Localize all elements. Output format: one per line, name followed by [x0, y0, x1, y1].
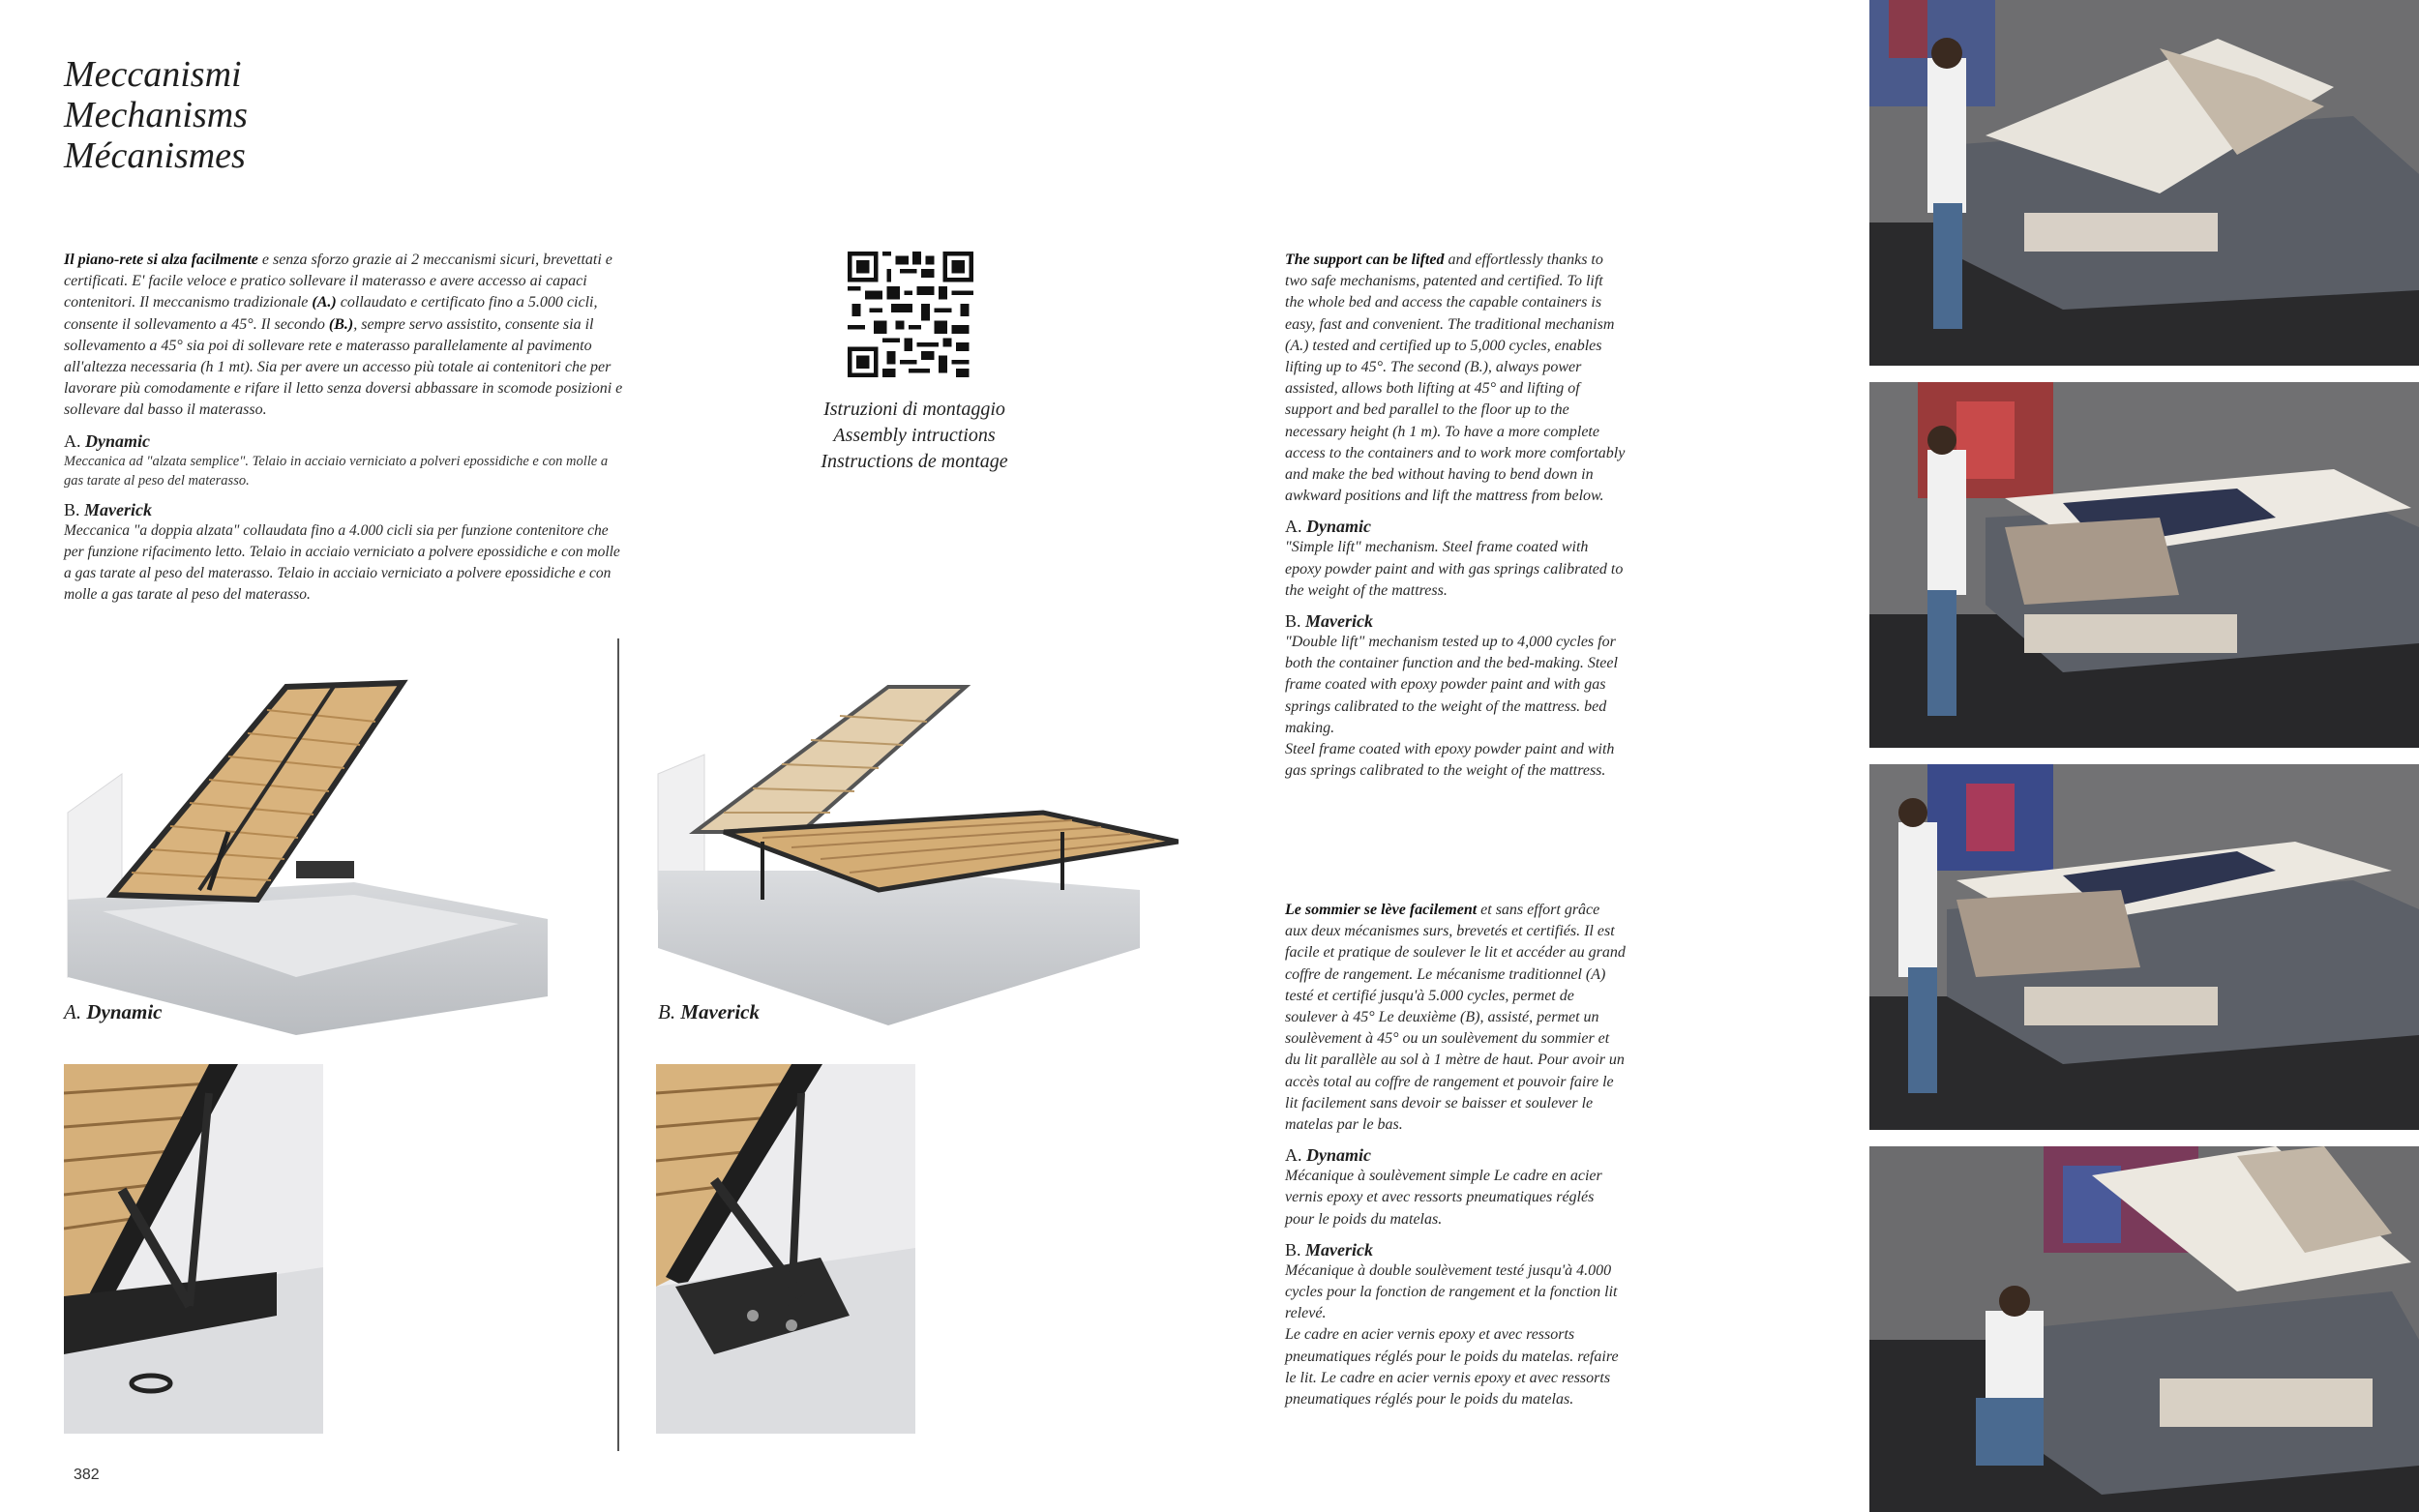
english-text-block [1285, 250, 1626, 782]
qr-label-italian: Istruzioni di montaggio [823, 399, 1005, 420]
french-b-desc2: Le cadre en acier vernis epoxy et avec ressorts pneumatiques réglés pour le poids du matelas. refaire le lit. Le cadre en acier vernis epoxy et avec ressorts pneumatiques réglés pour le poids du matelas. [1285, 1326, 1619, 1408]
italian-intro [64, 250, 627, 422]
qr-label-english: Assembly intructions [833, 425, 996, 446]
french-a-letter: A. [1285, 1145, 1306, 1166]
french-a-name: Dynamic [1306, 1145, 1371, 1166]
french-b-letter: B. [1285, 1239, 1306, 1260]
italian-a-heading [64, 430, 627, 452]
italian-b-desc: Meccanica "a doppia alzata" collaudata fino a 4.000 cicli sia per funzione contenitore che per funzione rifacimento letto. Telaio in acciaio verniciato a polvere epossidiche e con molle a gas tarate al peso del materasso. Telaio in acciaio verniciato a polvere epossidiche e con molle a gas tarate al peso del materasso. [64, 521, 620, 603]
italian-b-name: Maverick [84, 499, 152, 519]
italian-lead-rest: e senza sforzo grazie ai 2 meccanismi sicuri, brevettati e certificati. E' facile veloce e pratico sollevare il materasso e avere accesso ai capaci contenitori. Il meccanismo tradizionale [64, 252, 612, 311]
caption-b-name: Maverick [680, 1000, 760, 1023]
italian-a-desc: Meccanica ad "alzata semplice". Telaio in acciaio verniciato a polveri epossidiche e con molle a gas tarate al peso del materasso. [64, 453, 609, 489]
qr-code-icon[interactable] [848, 252, 973, 377]
italian-a-letter: A. [64, 430, 85, 451]
french-b-name: Maverick [1305, 1239, 1373, 1260]
french-a-heading [1285, 1144, 1626, 1166]
english-lead-rest: and effortlessly thanks to two safe mechanisms, patented and certified. To lift the whole bed and access the capable containers is easy, fast and convenient. The traditional mechanism (A.) tested and certified up to 5,000 cycles, enables lifting up to 45°. The second (B.), always power assisted, allows both lifting at 45° and lifting of support and bed parallel to the floor up to the necessary height (h 1 m). To have a more complete access to the containers and to work more comfortably and make the bed without having to bend down in awkward positions and lift the mattress from below. [1285, 252, 1626, 505]
detail-maverick-image [656, 1064, 915, 1434]
title-italian: Meccanismi [64, 54, 242, 95]
english-b-desc: "Double lift" mechanism tested up to 4,000 cycles for both the container function and the bed-making. Steel frame coated with epoxy powder paint and with gas springs calibrated to the weight of the mattress. bed making. [1285, 634, 1618, 736]
italian-lead-bold: Il piano-rete si alza facilmente [64, 252, 258, 268]
english-a-heading [1285, 516, 1626, 537]
french-b-heading [1285, 1239, 1626, 1260]
french-lead-rest: et sans effort grâce aux deux mécanismes surs, brevetés et certifiés. Il est facile et pratique de soulever le lit et accéder au grand coffre de rangement. Le mécanisme traditionnel (A) testé et certifié jusqu'à 5.000 cycles, permet de soulever à 45° Le deuxième (B), assisté, permet un soulèvement à 45° ou un soulèvement du sommier et du lit parallèle au sol à 1 mètre de haut. Pour avoir un accès total au coffre de rangement et pouvoir faire le lit facilement sans devoir se baisser et soulever le matelas par le bas. [1285, 902, 1626, 1134]
italian-b-letter: B. [64, 499, 85, 519]
french-intro [1285, 900, 1626, 1136]
title-french: Mécanismes [64, 135, 246, 176]
french-b-desc: Mécanique à double soulèvement testé jusqu'à 4.000 cycles pour la fonction de rangement et la fonction lit relevé. [1285, 1261, 1618, 1322]
italian-mid: collaudato e certificato fino a 5.000 cicli, consente il sollevamento a 45°. Il secondo [64, 294, 598, 333]
bed-dynamic-image [64, 658, 567, 1045]
qr-label-french: Instructions de montage [821, 451, 1008, 472]
caption-a-letter: A. [64, 1000, 87, 1023]
caption-dynamic [64, 1000, 162, 1024]
french-text-block [1285, 900, 1626, 1410]
english-a-desc: "Simple lift" mechanism. Steel frame coated with epoxy powder paint and with gas springs calibrated to the weight of the mattress. [1285, 539, 1624, 599]
page-number: 382 [74, 1467, 100, 1483]
english-a-letter: A. [1285, 517, 1306, 537]
photo-bed-lift-2 [1869, 382, 2419, 748]
english-b-name: Maverick [1305, 611, 1373, 632]
caption-maverick [658, 1000, 760, 1024]
caption-b-letter: B. [658, 1000, 681, 1023]
photo-bed-lift-1 [1869, 0, 2419, 366]
english-b-heading [1285, 610, 1626, 632]
english-a-name: Dynamic [1306, 517, 1371, 537]
english-b-desc2: Steel frame coated with epoxy powder paint and with gas springs calibrated to the weight of the mattress. [1285, 741, 1615, 780]
qr-labels [774, 397, 1055, 475]
italian-b-ref: (B.) [328, 315, 354, 333]
italian-b-heading [64, 499, 627, 520]
english-b-letter: B. [1285, 611, 1306, 632]
italian-a-name: Dynamic [85, 430, 150, 451]
french-a-desc: Mécanique à soulèvement simple Le cadre en acier vernis epoxy et avec ressorts pneumatiques réglés pour le poids du matelas. [1285, 1168, 1602, 1228]
photo-bed-lift-3 [1869, 764, 2419, 1130]
bed-maverick-image [656, 667, 1179, 1045]
english-lead-bold: The support can be lifted [1285, 252, 1445, 268]
photo-bed-lift-4 [1869, 1146, 2419, 1512]
english-intro [1285, 250, 1626, 507]
page-title [64, 54, 248, 176]
italian-a-ref: (A.) [312, 294, 337, 311]
italian-text-block [64, 250, 627, 606]
detail-dynamic-image [64, 1064, 323, 1434]
italian-tail: , sempre servo assistito, consente sia il sollevamento a 45° sia poi di sollevare rete e materasso parallelamente al pavimento all'altezza necessaria (h 1 mt). Sia per avere un accesso più totale ai contenitori che per lavorare più comodamente e rifare il letto senza doversi abbassare in scomode posizioni e sollevare dal basso il materasso. [64, 315, 623, 419]
column-divider [617, 638, 619, 1451]
caption-a-name: Dynamic [86, 1000, 163, 1023]
title-english: Mechanisms [64, 95, 248, 135]
french-lead-bold: Le sommier se lève facilement [1285, 902, 1478, 918]
